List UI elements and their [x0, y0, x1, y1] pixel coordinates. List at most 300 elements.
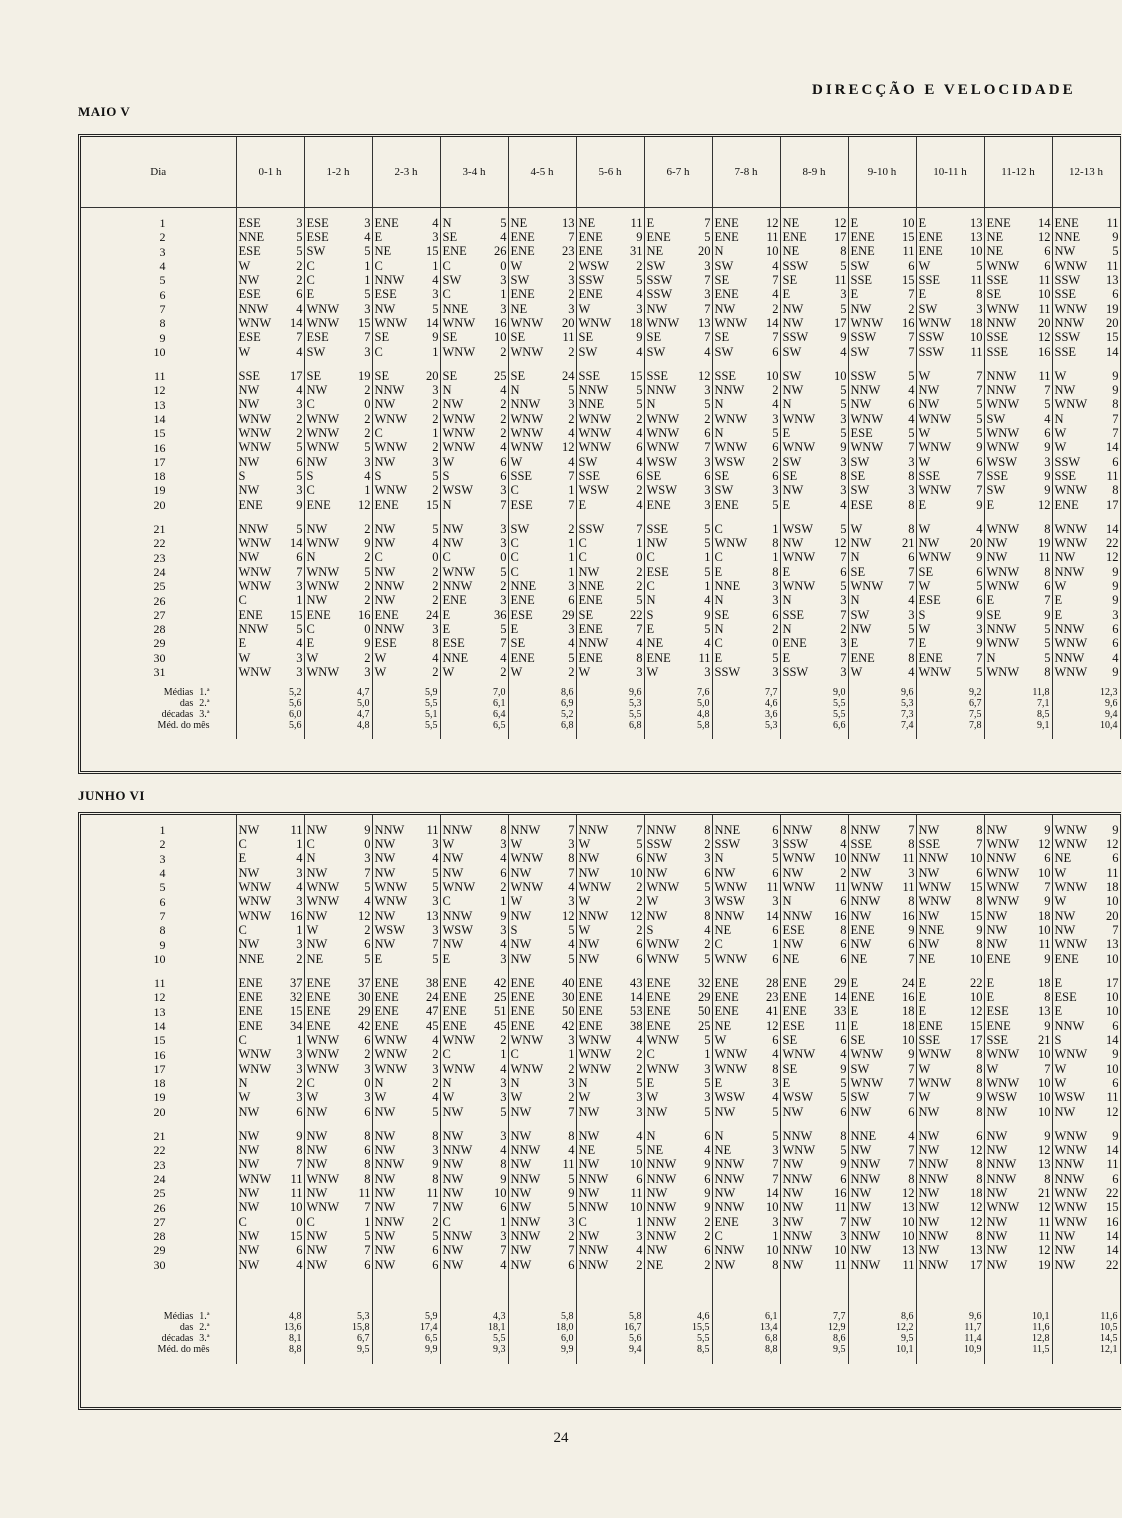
wind-direction: WNW: [374, 880, 408, 895]
wind-direction: ENE: [442, 593, 467, 608]
wind-velocity: 6: [616, 1172, 644, 1186]
wind-velocity: 12: [752, 1019, 780, 1033]
wind-velocity: 30: [548, 990, 576, 1004]
junho-wind-table: [81, 815, 1121, 1364]
wind-direction: N: [714, 397, 724, 412]
wind-velocity: 30: [344, 990, 372, 1004]
wind-velocity: 9: [956, 1090, 984, 1104]
wind-direction: NW: [714, 865, 736, 880]
wind-velocity: 15: [412, 498, 440, 512]
wind-velocity: 6: [1024, 259, 1052, 273]
table-row: [81, 952, 1120, 966]
wind-direction: ENE: [510, 990, 535, 1005]
wind-velocity: 7: [1092, 426, 1120, 440]
wind-direction: ENE: [918, 650, 943, 665]
wind-direction: NNW: [578, 383, 609, 398]
wind-direction: SSW: [1054, 330, 1081, 345]
wind-direction: NNW: [918, 1157, 949, 1172]
wind-velocity: 9: [956, 498, 984, 512]
wind-velocity: 4: [752, 398, 780, 412]
table-row: [81, 330, 1120, 344]
wind-velocity: 7: [1092, 923, 1120, 937]
wind-velocity: 9: [1092, 579, 1120, 593]
wind-direction: WNW: [1054, 880, 1088, 895]
wind-direction: ESE: [782, 1018, 805, 1033]
wind-direction: NW: [238, 550, 260, 565]
wind-velocity: 10: [1024, 866, 1052, 880]
wind-direction: NNW: [782, 1243, 813, 1258]
wind-direction: N: [442, 383, 452, 398]
wind-velocity: 9: [684, 1200, 712, 1214]
wind-velocity: 6: [752, 952, 780, 966]
wind-velocity: 7: [752, 1172, 780, 1186]
wind-velocity: 18: [1024, 976, 1052, 990]
wind-direction: WNW: [714, 1047, 748, 1062]
wind-direction: SSE: [578, 368, 601, 383]
wind-direction: NNW: [374, 273, 405, 288]
wind-direction: NE: [510, 216, 528, 230]
wind-velocity: 9: [1092, 1129, 1120, 1143]
wind-velocity: 3: [752, 579, 780, 593]
maio-wind-table: [81, 137, 1121, 739]
wind-direction: NW: [714, 301, 736, 316]
wind-velocity: 1: [276, 1033, 304, 1047]
wind-velocity: 9: [956, 923, 984, 937]
wind-direction: ENE: [442, 975, 467, 990]
wind-velocity: 5: [888, 369, 916, 383]
wind-direction: SW: [782, 368, 802, 383]
wind-velocity: 6: [684, 1243, 712, 1257]
wind-velocity: 15: [412, 245, 440, 259]
table-row: [81, 1172, 1120, 1186]
wind-velocity: 1: [616, 536, 644, 550]
wind-direction: WNW: [714, 316, 748, 330]
day-number: 8: [81, 316, 236, 330]
wind-direction: NW: [238, 454, 260, 469]
wind-direction: WNW: [986, 301, 1020, 316]
average-row: [81, 698, 1120, 709]
wind-direction: NNW: [986, 1157, 1017, 1172]
wind-velocity: 5: [616, 837, 644, 851]
wind-velocity: 3: [412, 894, 440, 908]
page-number: 24: [553, 1430, 569, 1446]
wind-direction: WNW: [918, 483, 952, 498]
wind-velocity: 2: [412, 1215, 440, 1229]
wind-velocity: 11: [1024, 551, 1052, 565]
wind-velocity: 3: [888, 608, 916, 622]
wind-velocity: 5: [412, 952, 440, 966]
wind-direction: C: [442, 287, 451, 302]
wind-velocity: 3: [480, 1076, 508, 1090]
wind-velocity: 3: [344, 302, 372, 316]
average-value: 10,1: [848, 1345, 916, 1356]
wind-velocity: 7: [956, 469, 984, 483]
wind-direction: NW: [782, 483, 804, 498]
wind-velocity: 4: [548, 455, 576, 469]
wind-velocity: 10: [1024, 287, 1052, 301]
wind-direction: NW: [850, 908, 872, 923]
wind-velocity: 51: [480, 1005, 508, 1019]
wind-direction: C: [510, 483, 519, 498]
wind-velocity: 4: [412, 852, 440, 866]
wind-direction: NNE: [714, 579, 741, 594]
wind-direction: WNW: [306, 1047, 340, 1062]
wind-velocity: 7: [1024, 880, 1052, 894]
day-number: 9: [81, 937, 236, 951]
wind-direction: WNW: [986, 880, 1020, 895]
wind-velocity: 16: [820, 909, 848, 923]
wind-velocity: 3: [616, 1229, 644, 1243]
wind-velocity: 21: [1024, 1033, 1052, 1047]
wind-direction: NNW: [714, 383, 745, 398]
wind-direction: WNW: [986, 1200, 1020, 1215]
wind-direction: NE: [306, 951, 324, 966]
average-value: 17,4: [372, 1323, 440, 1334]
wind-velocity: 10: [752, 245, 780, 259]
wind-direction: E: [646, 1076, 655, 1090]
wind-direction: E: [1054, 593, 1063, 608]
wind-velocity: 9: [888, 923, 916, 937]
wind-velocity: 6: [344, 937, 372, 951]
wind-direction: SW: [986, 411, 1006, 426]
wind-direction: W: [306, 650, 319, 665]
wind-direction: WNW: [646, 316, 680, 330]
wind-velocity: 3: [888, 483, 916, 497]
wind-velocity: 8: [956, 1105, 984, 1119]
wind-direction: NW: [374, 1229, 396, 1243]
wind-velocity: 42: [480, 976, 508, 990]
wind-velocity: 5: [1024, 651, 1052, 665]
wind-velocity: 9: [1092, 823, 1120, 837]
wind-velocity: 8: [752, 565, 780, 579]
wind-velocity: 17: [1092, 976, 1120, 990]
table-row: [81, 383, 1120, 397]
wind-direction: NW: [238, 1257, 260, 1272]
wind-velocity: 6: [752, 608, 780, 622]
wind-direction: WNW: [1054, 1200, 1088, 1215]
average-value: 5,5: [644, 1334, 712, 1345]
wind-direction: WNW: [1054, 1128, 1088, 1143]
wind-direction: WNW: [374, 316, 408, 330]
wind-velocity: 34: [276, 1019, 304, 1033]
wind-velocity: 11: [1092, 259, 1120, 273]
wind-velocity: 10: [1092, 952, 1120, 966]
wind-velocity: 7: [344, 866, 372, 880]
wind-direction: NE: [578, 1143, 596, 1158]
wind-velocity: 22: [1092, 536, 1120, 550]
wind-direction: WNW: [306, 1200, 340, 1215]
wind-velocity: 6: [344, 1033, 372, 1047]
wind-direction: ENE: [918, 1018, 943, 1033]
wind-velocity: 1: [548, 551, 576, 565]
wind-velocity: 7: [752, 1158, 780, 1172]
wind-direction: C: [374, 344, 383, 359]
wind-velocity: 13: [956, 1243, 984, 1257]
wind-velocity: 9: [616, 230, 644, 244]
wind-velocity: 9: [1024, 894, 1052, 908]
wind-velocity: 12: [956, 1005, 984, 1019]
wind-direction: SE: [782, 469, 798, 483]
wind-direction: SE: [850, 469, 866, 483]
wind-direction: NNW: [850, 894, 881, 909]
table-row: [81, 1143, 1120, 1157]
wind-direction: WNW: [306, 440, 340, 455]
wind-velocity: 0: [344, 837, 372, 851]
wind-direction: ESE: [306, 330, 329, 345]
wind-direction: NW: [918, 865, 940, 880]
wind-direction: WNW: [986, 664, 1020, 679]
wind-velocity: 3: [820, 665, 848, 679]
wind-velocity: 12: [752, 216, 780, 230]
wind-direction: NW: [986, 1229, 1008, 1243]
wind-direction: WNW: [646, 440, 680, 455]
wind-direction: ESE: [306, 216, 329, 230]
wind-velocity: 2: [412, 665, 440, 679]
wind-direction: NW: [986, 1243, 1008, 1258]
wind-velocity: 3: [548, 273, 576, 287]
wind-velocity: 3: [684, 483, 712, 497]
wind-direction: WNW: [646, 951, 680, 966]
wind-velocity: 2: [616, 923, 644, 937]
wind-direction: ENE: [510, 650, 535, 665]
wind-velocity: 14: [616, 990, 644, 1004]
wind-velocity: 1: [276, 923, 304, 937]
wind-velocity: 10: [1024, 1105, 1052, 1119]
table-row: [81, 1033, 1120, 1047]
wind-velocity: 25: [684, 1019, 712, 1033]
wind-velocity: 9: [480, 1172, 508, 1186]
wind-direction: ENE: [646, 975, 671, 990]
wind-velocity: 6: [820, 937, 848, 951]
wind-velocity: 2: [616, 1258, 644, 1272]
wind-direction: ENE: [986, 1018, 1011, 1033]
wind-velocity: 6: [344, 1258, 372, 1272]
wind-direction: WNW: [918, 894, 952, 909]
wind-velocity: 7: [1024, 593, 1052, 607]
wind-direction: ESE: [238, 216, 261, 230]
wind-direction: W: [442, 837, 455, 852]
wind-velocity: 3: [752, 1143, 780, 1157]
wind-velocity: 0: [344, 622, 372, 636]
average-value: 5,6: [236, 720, 304, 731]
wind-velocity: 3: [752, 894, 780, 908]
wind-direction: ESE: [238, 287, 261, 302]
wind-direction: NW: [442, 1104, 464, 1119]
wind-velocity: 45: [480, 1019, 508, 1033]
wind-velocity: 7: [1024, 1062, 1052, 1076]
wind-velocity: 2: [480, 345, 508, 359]
wind-direction: WNW: [374, 440, 408, 455]
wind-velocity: 1: [548, 483, 576, 497]
average-value: 9,5: [848, 1334, 916, 1345]
wind-velocity: 2: [616, 1062, 644, 1076]
wind-direction: SW: [578, 454, 598, 469]
wind-direction: SSW: [578, 521, 605, 536]
wind-velocity: 3: [1024, 455, 1052, 469]
wind-direction: WNW: [238, 894, 272, 909]
wind-velocity: 29: [548, 608, 576, 622]
wind-direction: ENE: [238, 1018, 263, 1033]
wind-direction: NW: [850, 865, 872, 880]
wind-direction: NW: [918, 1200, 940, 1215]
wind-velocity: 2: [480, 665, 508, 679]
wind-velocity: 2: [548, 665, 576, 679]
wind-direction: N: [850, 550, 860, 565]
wind-velocity: 7: [684, 273, 712, 287]
wind-velocity: 3: [480, 1129, 508, 1143]
wind-direction: S: [1054, 1033, 1062, 1048]
wind-direction: WNW: [782, 550, 816, 565]
wind-velocity: 3: [276, 866, 304, 880]
wind-direction: NW: [646, 1243, 668, 1258]
wind-direction: SSE: [918, 469, 941, 483]
wind-velocity: 2: [344, 651, 372, 665]
wind-direction: NW: [374, 865, 396, 880]
wind-direction: C: [306, 622, 315, 636]
average-value: 10,9: [916, 1345, 984, 1356]
wind-velocity: 6: [276, 1105, 304, 1119]
wind-direction: WSW: [714, 454, 746, 469]
average-value: 4,8: [304, 720, 372, 731]
wind-direction: NW: [442, 536, 464, 551]
wind-velocity: 9: [956, 608, 984, 622]
wind-direction: ESE: [1054, 990, 1077, 1005]
day-number: 18: [81, 469, 236, 483]
average-value: 5,5: [576, 709, 644, 720]
wind-direction: E: [850, 636, 859, 651]
wind-velocity: 29: [344, 1005, 372, 1019]
wind-velocity: 5: [412, 302, 440, 316]
wind-velocity: 7: [888, 345, 916, 359]
wind-velocity: 11: [888, 245, 916, 259]
wind-velocity: 13: [888, 1243, 916, 1257]
wind-direction: NNW: [646, 383, 677, 398]
wind-direction: WNW: [578, 1061, 612, 1076]
wind-velocity: 3: [412, 287, 440, 301]
wind-direction: NNW: [510, 1229, 541, 1243]
wind-velocity: 5: [1092, 245, 1120, 259]
wind-velocity: 8: [344, 1129, 372, 1143]
wind-velocity: 5: [276, 230, 304, 244]
wind-velocity: 3: [548, 1033, 576, 1047]
table-row: [81, 565, 1120, 579]
wind-velocity: 3: [820, 412, 848, 426]
spacer-row: [81, 1272, 1120, 1312]
wind-velocity: 5: [412, 1229, 440, 1243]
average-value: 5,5: [440, 1334, 508, 1345]
table-row: [81, 937, 1120, 951]
wind-direction: ENE: [782, 1004, 807, 1019]
average-value: 11,6: [984, 1323, 1052, 1334]
average-value: 14,5: [1052, 1334, 1120, 1345]
wind-direction: WNW: [306, 301, 340, 316]
wind-direction: SE: [442, 368, 458, 383]
table-row: [81, 216, 1120, 230]
wind-velocity: 1: [752, 522, 780, 536]
average-value: 5,6: [576, 1334, 644, 1345]
wind-direction: ENE: [578, 287, 603, 302]
wind-direction: WNW: [986, 837, 1020, 852]
wind-velocity: 11: [1092, 216, 1120, 230]
wind-direction: SE: [374, 368, 390, 383]
wind-velocity: 9: [684, 1158, 712, 1172]
wind-velocity: 3: [888, 866, 916, 880]
day-number: 15: [81, 426, 236, 440]
wind-velocity: 5: [684, 230, 712, 244]
wind-direction: ESE: [850, 497, 873, 512]
wind-velocity: 50: [548, 1005, 576, 1019]
wind-direction: W: [578, 837, 591, 852]
wind-direction: SSE: [510, 469, 533, 483]
wind-velocity: 28: [752, 976, 780, 990]
average-value: 9,1: [984, 720, 1052, 731]
wind-velocity: 15: [956, 1019, 984, 1033]
day-number: 20: [81, 498, 236, 512]
wind-direction: ESE: [306, 230, 329, 245]
wind-velocity: 5: [276, 622, 304, 636]
wind-velocity: 6: [344, 1143, 372, 1157]
table-row: [81, 1215, 1120, 1229]
wind-velocity: 9: [344, 636, 372, 650]
wind-velocity: 5: [820, 426, 848, 440]
wind-velocity: 11: [276, 823, 304, 837]
wind-velocity: 3: [412, 622, 440, 636]
wind-velocity: 8: [480, 1158, 508, 1172]
wind-velocity: 0: [276, 1215, 304, 1229]
wind-direction: NW: [986, 1143, 1008, 1158]
wind-direction: NNW: [646, 1157, 677, 1172]
wind-velocity: 3: [412, 1062, 440, 1076]
wind-velocity: 7: [888, 636, 916, 650]
wind-direction: NW: [374, 851, 396, 866]
wind-direction: C: [510, 564, 519, 579]
wind-velocity: 4: [820, 1047, 848, 1061]
table-row: [81, 1005, 1120, 1019]
wind-velocity: 3: [276, 398, 304, 412]
wind-direction: WNW: [1054, 837, 1088, 852]
wind-velocity: 4: [684, 593, 712, 607]
wind-direction: SE: [510, 330, 526, 345]
average-value: 18,0: [508, 1323, 576, 1334]
average-label: [81, 687, 236, 698]
wind-velocity: 4: [752, 287, 780, 301]
wind-direction: NW: [374, 454, 396, 469]
wind-velocity: 4: [344, 469, 372, 483]
wind-direction: SW: [306, 344, 326, 359]
wind-velocity: 13: [548, 216, 576, 230]
average-label: [81, 1312, 236, 1323]
wind-velocity: 16: [1092, 1215, 1120, 1229]
wind-velocity: 47: [412, 1005, 440, 1019]
decade-label: 1.ª: [199, 687, 210, 698]
wind-velocity: 12: [344, 498, 372, 512]
wind-velocity: 3: [684, 455, 712, 469]
wind-velocity: 8: [820, 469, 848, 483]
average-value: 11,7: [916, 1323, 984, 1334]
wind-velocity: 3: [276, 579, 304, 593]
wind-direction: NNW: [442, 1143, 473, 1158]
wind-velocity: 9: [276, 1129, 304, 1143]
wind-direction: SW: [306, 244, 326, 259]
wind-velocity: 10: [888, 1033, 916, 1047]
wind-velocity: 8: [344, 1158, 372, 1172]
wind-direction: SE: [714, 273, 730, 288]
wind-direction: E: [850, 1018, 859, 1033]
wind-velocity: 2: [412, 565, 440, 579]
wind-direction: W: [1054, 368, 1067, 383]
wind-direction: WNW: [850, 880, 884, 895]
wind-direction: NNW: [1054, 316, 1085, 330]
